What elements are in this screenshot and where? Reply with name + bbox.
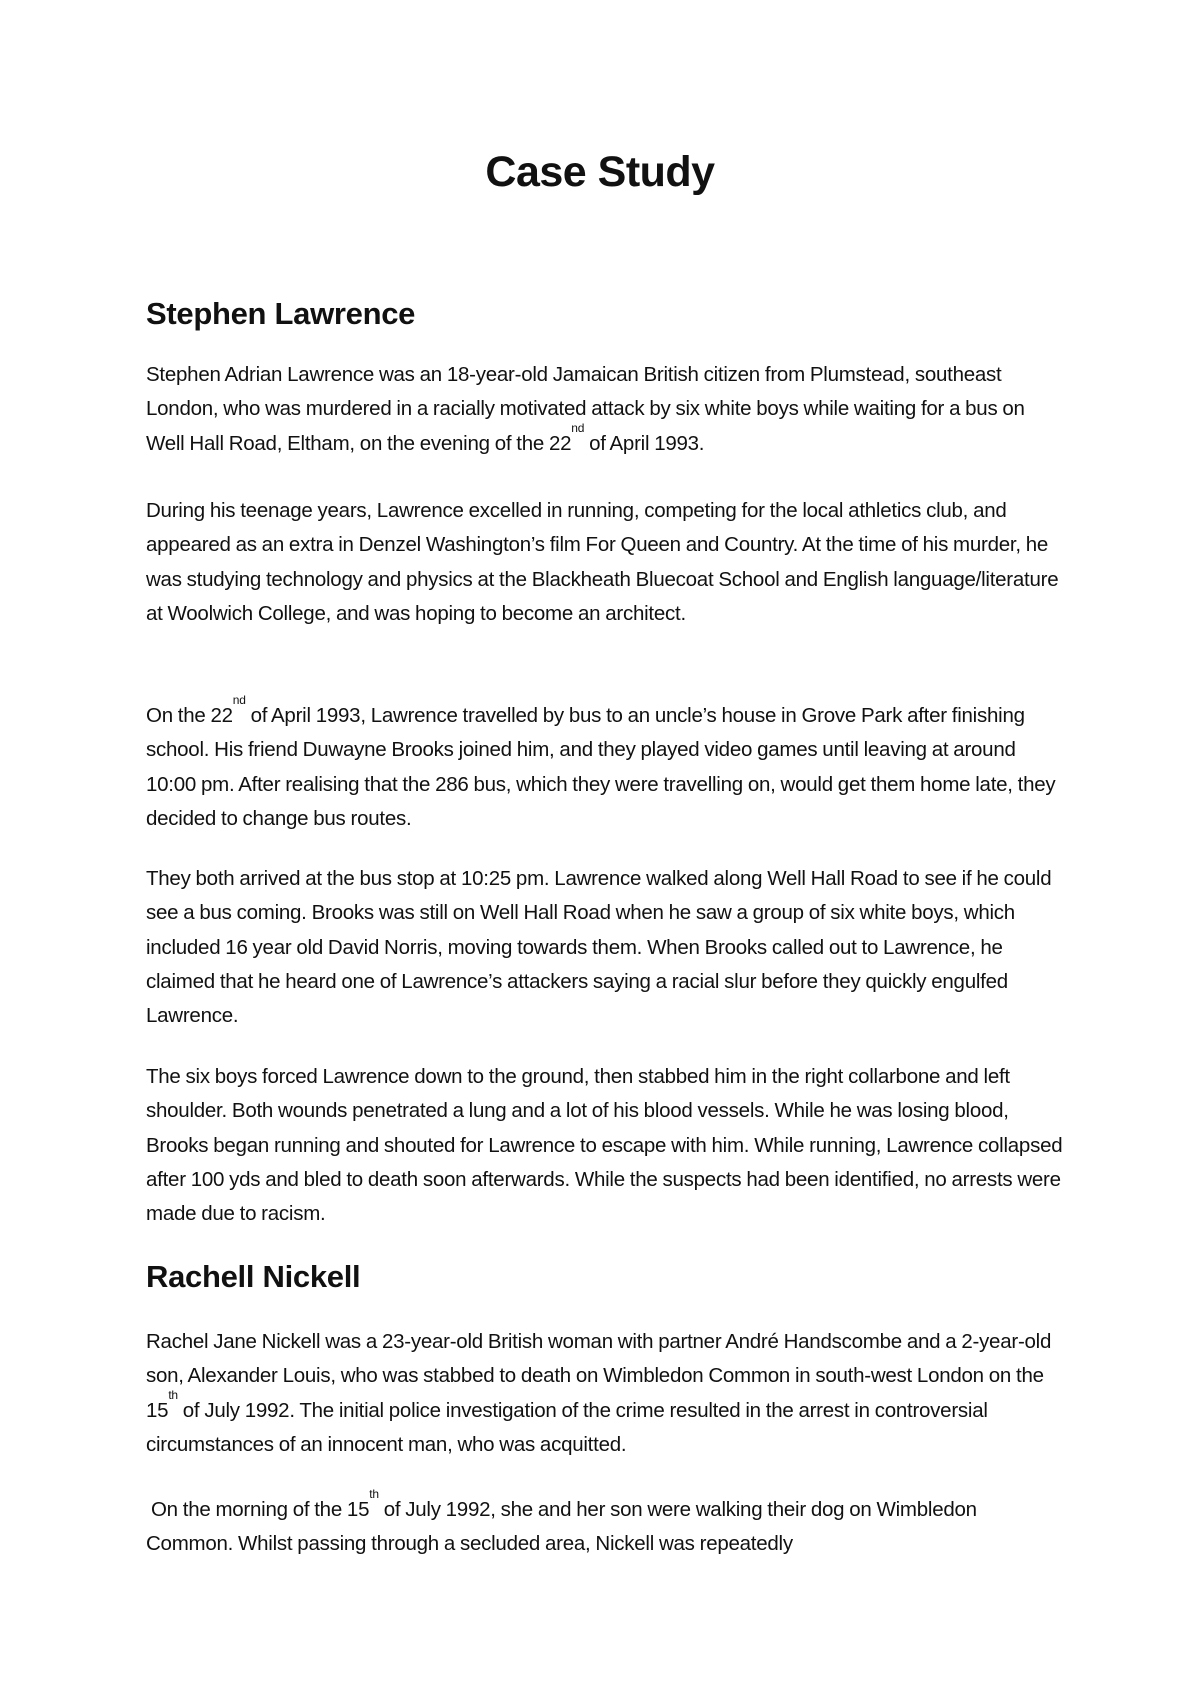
paragraph-text: They both arrived at the bus stop at 10:25 pm. Lawrence walked along Well Hall Road to see if he could see a bus coming. Brooks was still on Well Hall Road when he saw a group of six white boys, which included 16 year old David Norris, moving towards them. When Brooks called out to Lawrence, he claimed that he heard one of Lawrence’s attackers saying a racial slur before they quickly engulfed Lawrence. <box>146 867 1052 1028</box>
paragraph <box>146 494 1066 631</box>
paragraph-text: On the 22 <box>146 704 233 727</box>
ordinal-suffix: th <box>168 1387 178 1402</box>
document-title: Case Study <box>485 148 715 196</box>
ordinal-suffix: th <box>369 1487 379 1502</box>
paragraph-text: Stephen Adrian Lawrence was an 18-year-old Jamaican British citizen from Plumstead, southeast London, who was murdered in a racially motivated attack by six white boys while waiting for a bus on Well Hall Road, Eltham, on the evening of the 22 <box>146 363 1025 455</box>
paragraph-text: of April 1993. <box>584 431 705 455</box>
paragraph-text: On the morning of the 15 <box>146 1498 370 1521</box>
paragraph <box>146 862 1066 1033</box>
paragraph-text: of April 1993, Lawrence travelled by bus to an uncle’s house in Grove Park after finishing school. His friend Duwayne Brooks joined him, and they played video games until leaving at around 10:00 pm. After realising that the 286 bus, which they were travelling on, would get them home late, they decided to change bus routes. <box>146 704 1056 830</box>
paragraph <box>146 1060 1066 1231</box>
paragraph <box>146 1325 1066 1462</box>
paragraph-text: Rachel Jane Nickell was a 23-year-old British woman with partner André Handscombe and a 2-year-old son, Alexander Louis, who was stabbed to death on Wimbledon Common in south-west London on the 15 <box>146 1330 1052 1422</box>
ordinal-suffix: nd <box>232 693 246 708</box>
paragraph-text: During his teenage years, Lawrence excelled in running, competing for the local athletics club, and appeared as an extra in Denzel Washington’s film For Queen and Country. At the time of his murder, he was studying technology and physics at the Blackheath Bluecoat School and English language/literature at Woolwich College, and was hoping to become an architect. <box>146 499 1059 625</box>
section-heading-rachell-nickell: Rachell Nickell <box>146 1259 361 1294</box>
paragraph <box>146 693 1066 836</box>
paragraph-text: The six boys forced Lawrence down to the ground, then stabbed him in the right collarbone and left shoulder. Both wounds penetrated a lung and a lot of his blood vessels. While he was losing blood, Brooks began running and shouted for Lawrence to escape with him. While running, Lawrence collapsed after 100 yds and bled to death soon afterwards. While the suspects had been identified, no arrests were made due to racism. <box>146 1065 1063 1226</box>
paragraph <box>146 358 1066 461</box>
section-heading-stephen-lawrence: Stephen Lawrence <box>146 296 416 331</box>
paragraph-text: of July 1992. The initial police investigation of the crime resulted in the arrest in controversial circumstances of an innocent man, who was acquitted. <box>146 1398 988 1456</box>
paragraph <box>146 1487 1066 1562</box>
paragraph-text: of July 1992, she and her son were walking their dog on Wimbledon Common. Whilst passing through a secluded area, Nickell was repeatedly <box>146 1498 982 1556</box>
ordinal-suffix: nd <box>571 420 585 435</box>
